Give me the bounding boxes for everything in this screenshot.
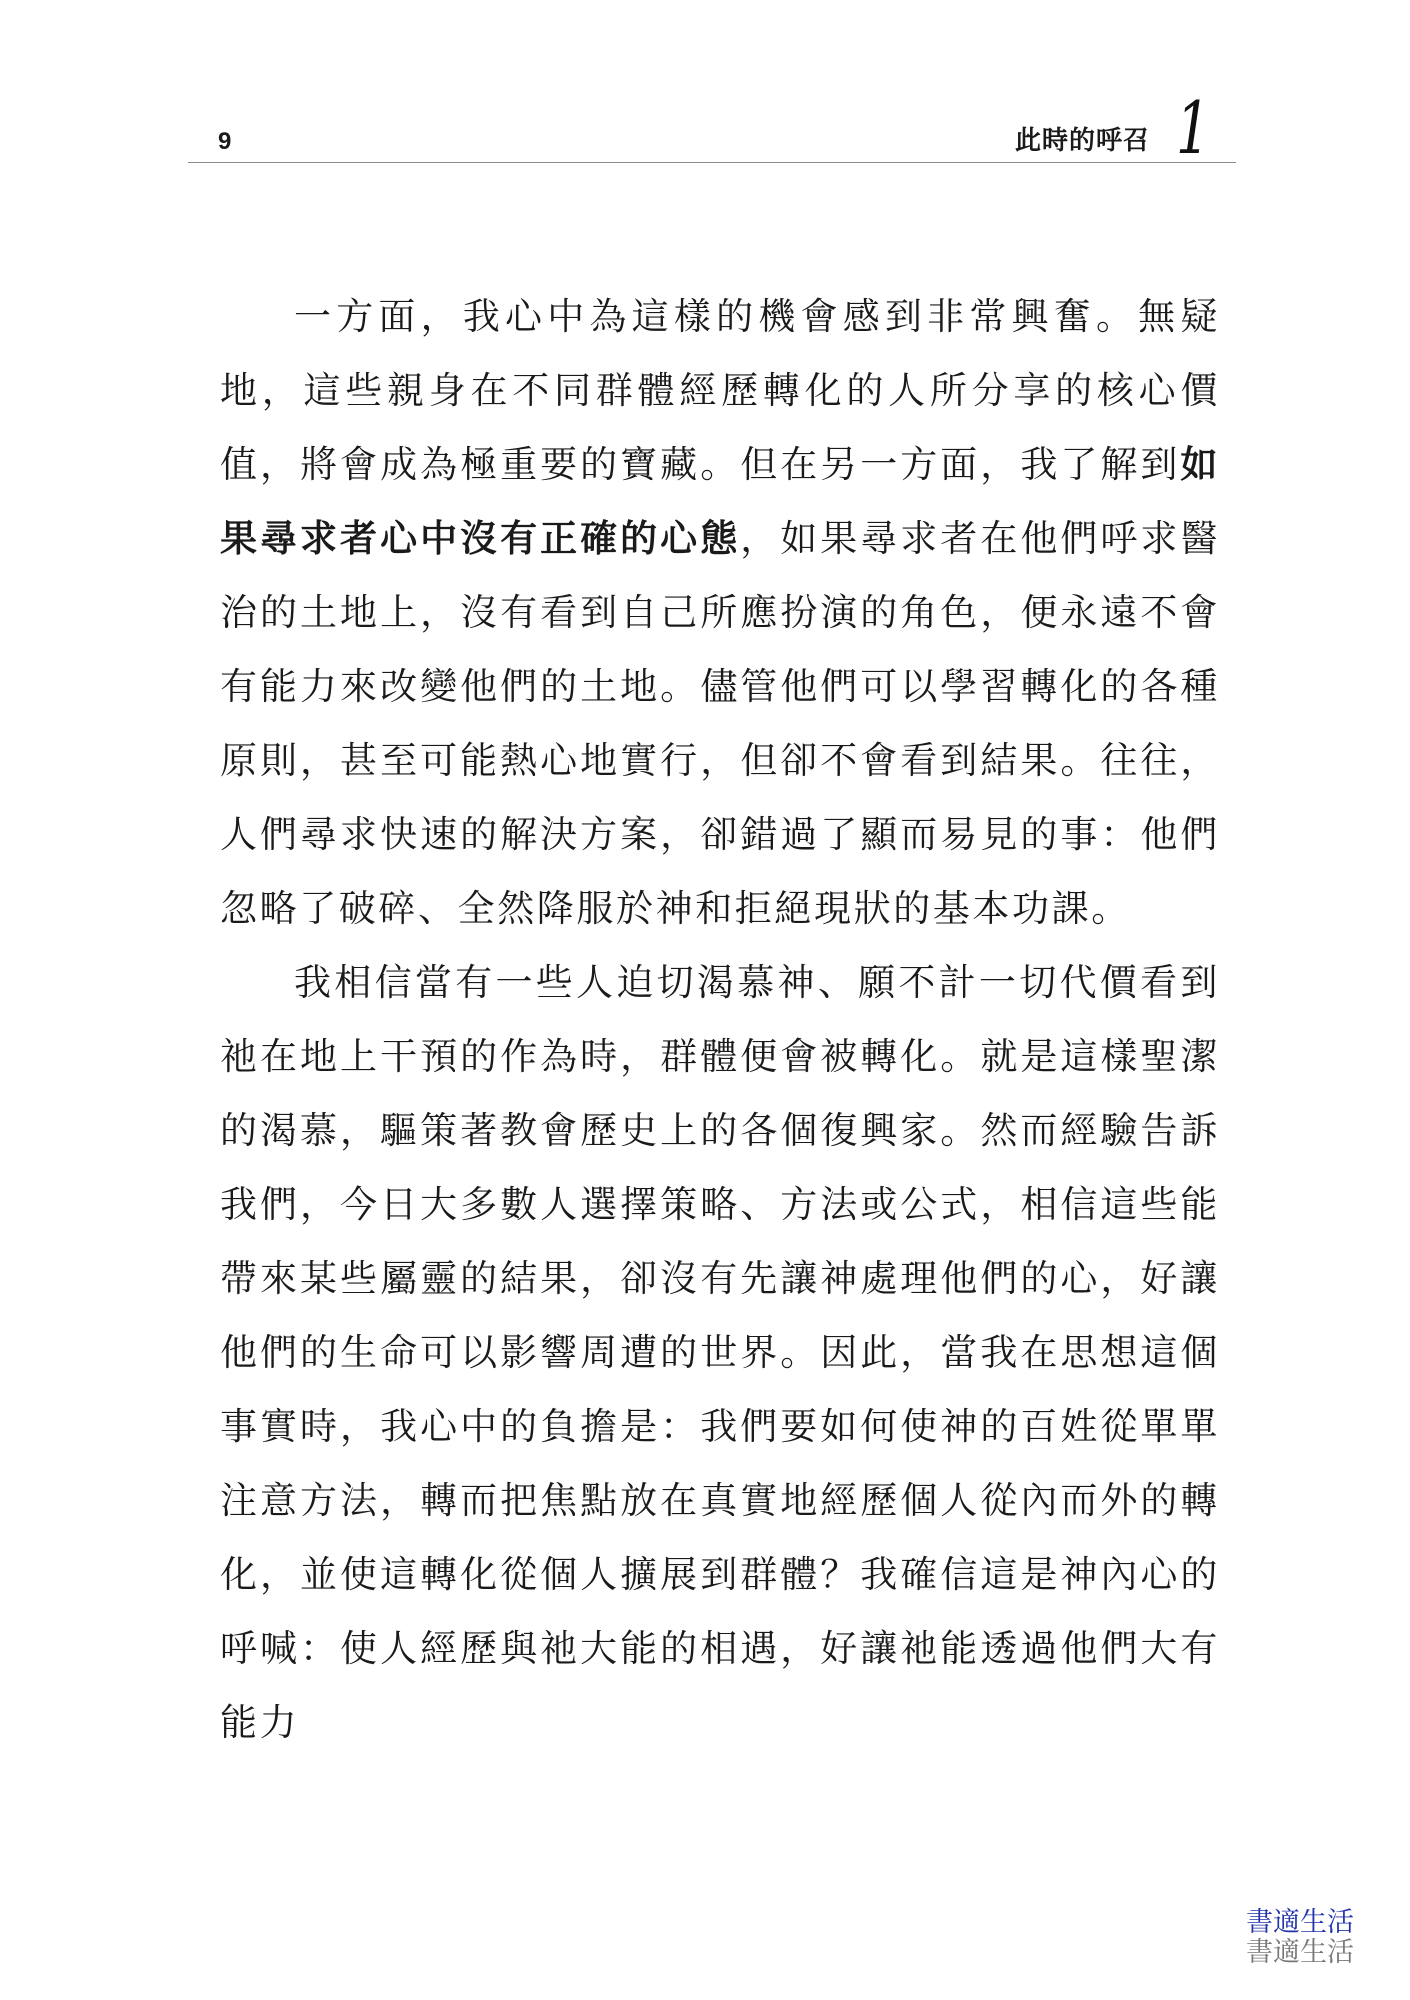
watermark-line-2: 書適生活 xyxy=(1246,1937,1354,1968)
paragraph-2: 我相信當有一些人迫切渴慕神、願不計一切代價看到祂在地上干預的作為時，群體便會被轉化。就是這樣聖潔的渴慕，驅策著教會歷史上的各個復興家。然而經驗告訴我們，今日大多數人選擇策略、方法或公式，相信這些能帶來某些屬靈的結果，卻沒有先讓神處理他們的心，好讓他們的生命可以影響周遭的世界。因此，當我在思想這個事實時，我心中的負擔是：我們要如何使神的百姓從單單注意方法，轉而把焦點放在真實地經歷個人從內而外的轉化，並使這轉化從個人擴展到群體？我確信這是神內心的呼喊：使人經歷與祂大能的相遇，好讓祂能透過他們大有能力 xyxy=(220,961,1220,1744)
paragraph-1 xyxy=(220,280,1220,946)
paragraph-1-part-1: 一方面，我心中為這樣的機會感到非常興奮。無疑地，這些親身在不同群體經歷轉化的人所分享的核心價值，將會成為極重要的寶藏。但在另一方面，我了解到 xyxy=(220,295,1220,486)
paragraph-1-emphasis: 如果尋求者心中沒有正確的心態 xyxy=(220,443,1220,560)
body-text xyxy=(220,280,1220,1760)
header-rule xyxy=(188,162,1236,163)
watermark-line-1: 書適生活 xyxy=(1246,1907,1354,1938)
chapter-number: 1 xyxy=(1175,86,1211,170)
page-number: 9 xyxy=(218,128,232,155)
paragraph-1-part-2: ，如果尋求者在他們呼求醫治的土地上，沒有看到自己所應扮演的角色，便永遠不會有能力來改變他們的土地。儘管他們可以學習轉化的各種原則，甚至可能熱心地實行，但卻不會看到結果。往往，人們尋求快速的解決方案，卻錯過了顯而易見的事：他們忽略了破碎、全然降服於神和拒絕現狀的基本功課。 xyxy=(220,517,1220,930)
chapter-title: 此時的呼召 xyxy=(1014,126,1150,156)
watermark xyxy=(1246,1908,1354,1968)
